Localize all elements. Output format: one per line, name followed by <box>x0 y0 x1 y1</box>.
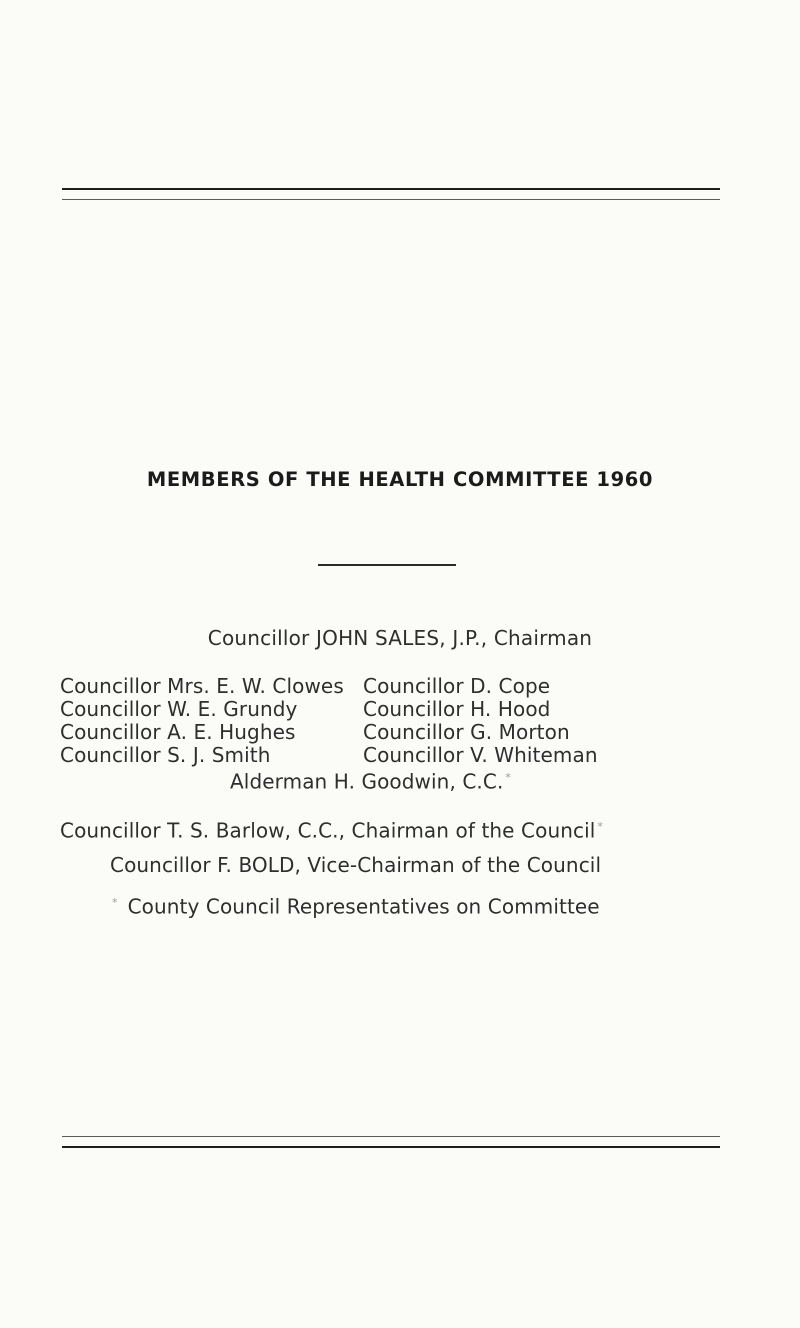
member-right-4: Councillor V. Whiteman <box>363 743 598 767</box>
top-rule-thick <box>62 188 720 190</box>
bottom-rule-thin <box>62 1136 720 1137</box>
council-chairman-line <box>60 815 603 843</box>
chairman-line: Councillor JOHN SALES, J.P., Chairman <box>207 626 593 650</box>
council-chairman-text: Councillor T. S. Barlow, C.C., Chairman of the Council <box>60 818 596 843</box>
member-right-3: Councillor G. Morton <box>363 720 570 744</box>
member-left-2: Councillor W. E. Grundy <box>60 697 298 721</box>
title-underline-rule <box>318 564 456 566</box>
council-vice-chairman-line: Councillor F. BOLD, Vice-Chairman of the Council <box>110 853 602 877</box>
member-left-4: Councillor S. J. Smith <box>60 743 271 767</box>
alderman-text: Alderman H. Goodwin, C.C. <box>230 769 504 794</box>
asterisk-mark: * <box>505 771 512 784</box>
member-right-1: Councillor D. Cope <box>363 674 551 698</box>
footnote-line <box>112 891 600 919</box>
alderman-line <box>230 766 511 794</box>
member-left-3: Councillor A. E. Hughes <box>60 720 296 744</box>
asterisk-mark: * <box>112 896 118 909</box>
page-title: MEMBERS OF THE HEALTH COMMITTEE 1960 <box>146 468 654 491</box>
bottom-rule-thick <box>62 1146 720 1148</box>
footnote-text: County Council Representatives on Committee <box>127 894 600 919</box>
top-rule-thin <box>62 199 720 200</box>
member-right-2: Councillor H. Hood <box>363 697 551 721</box>
asterisk-mark: * <box>597 820 604 833</box>
member-left-1: Councillor Mrs. E. W. Clowes <box>60 674 344 698</box>
